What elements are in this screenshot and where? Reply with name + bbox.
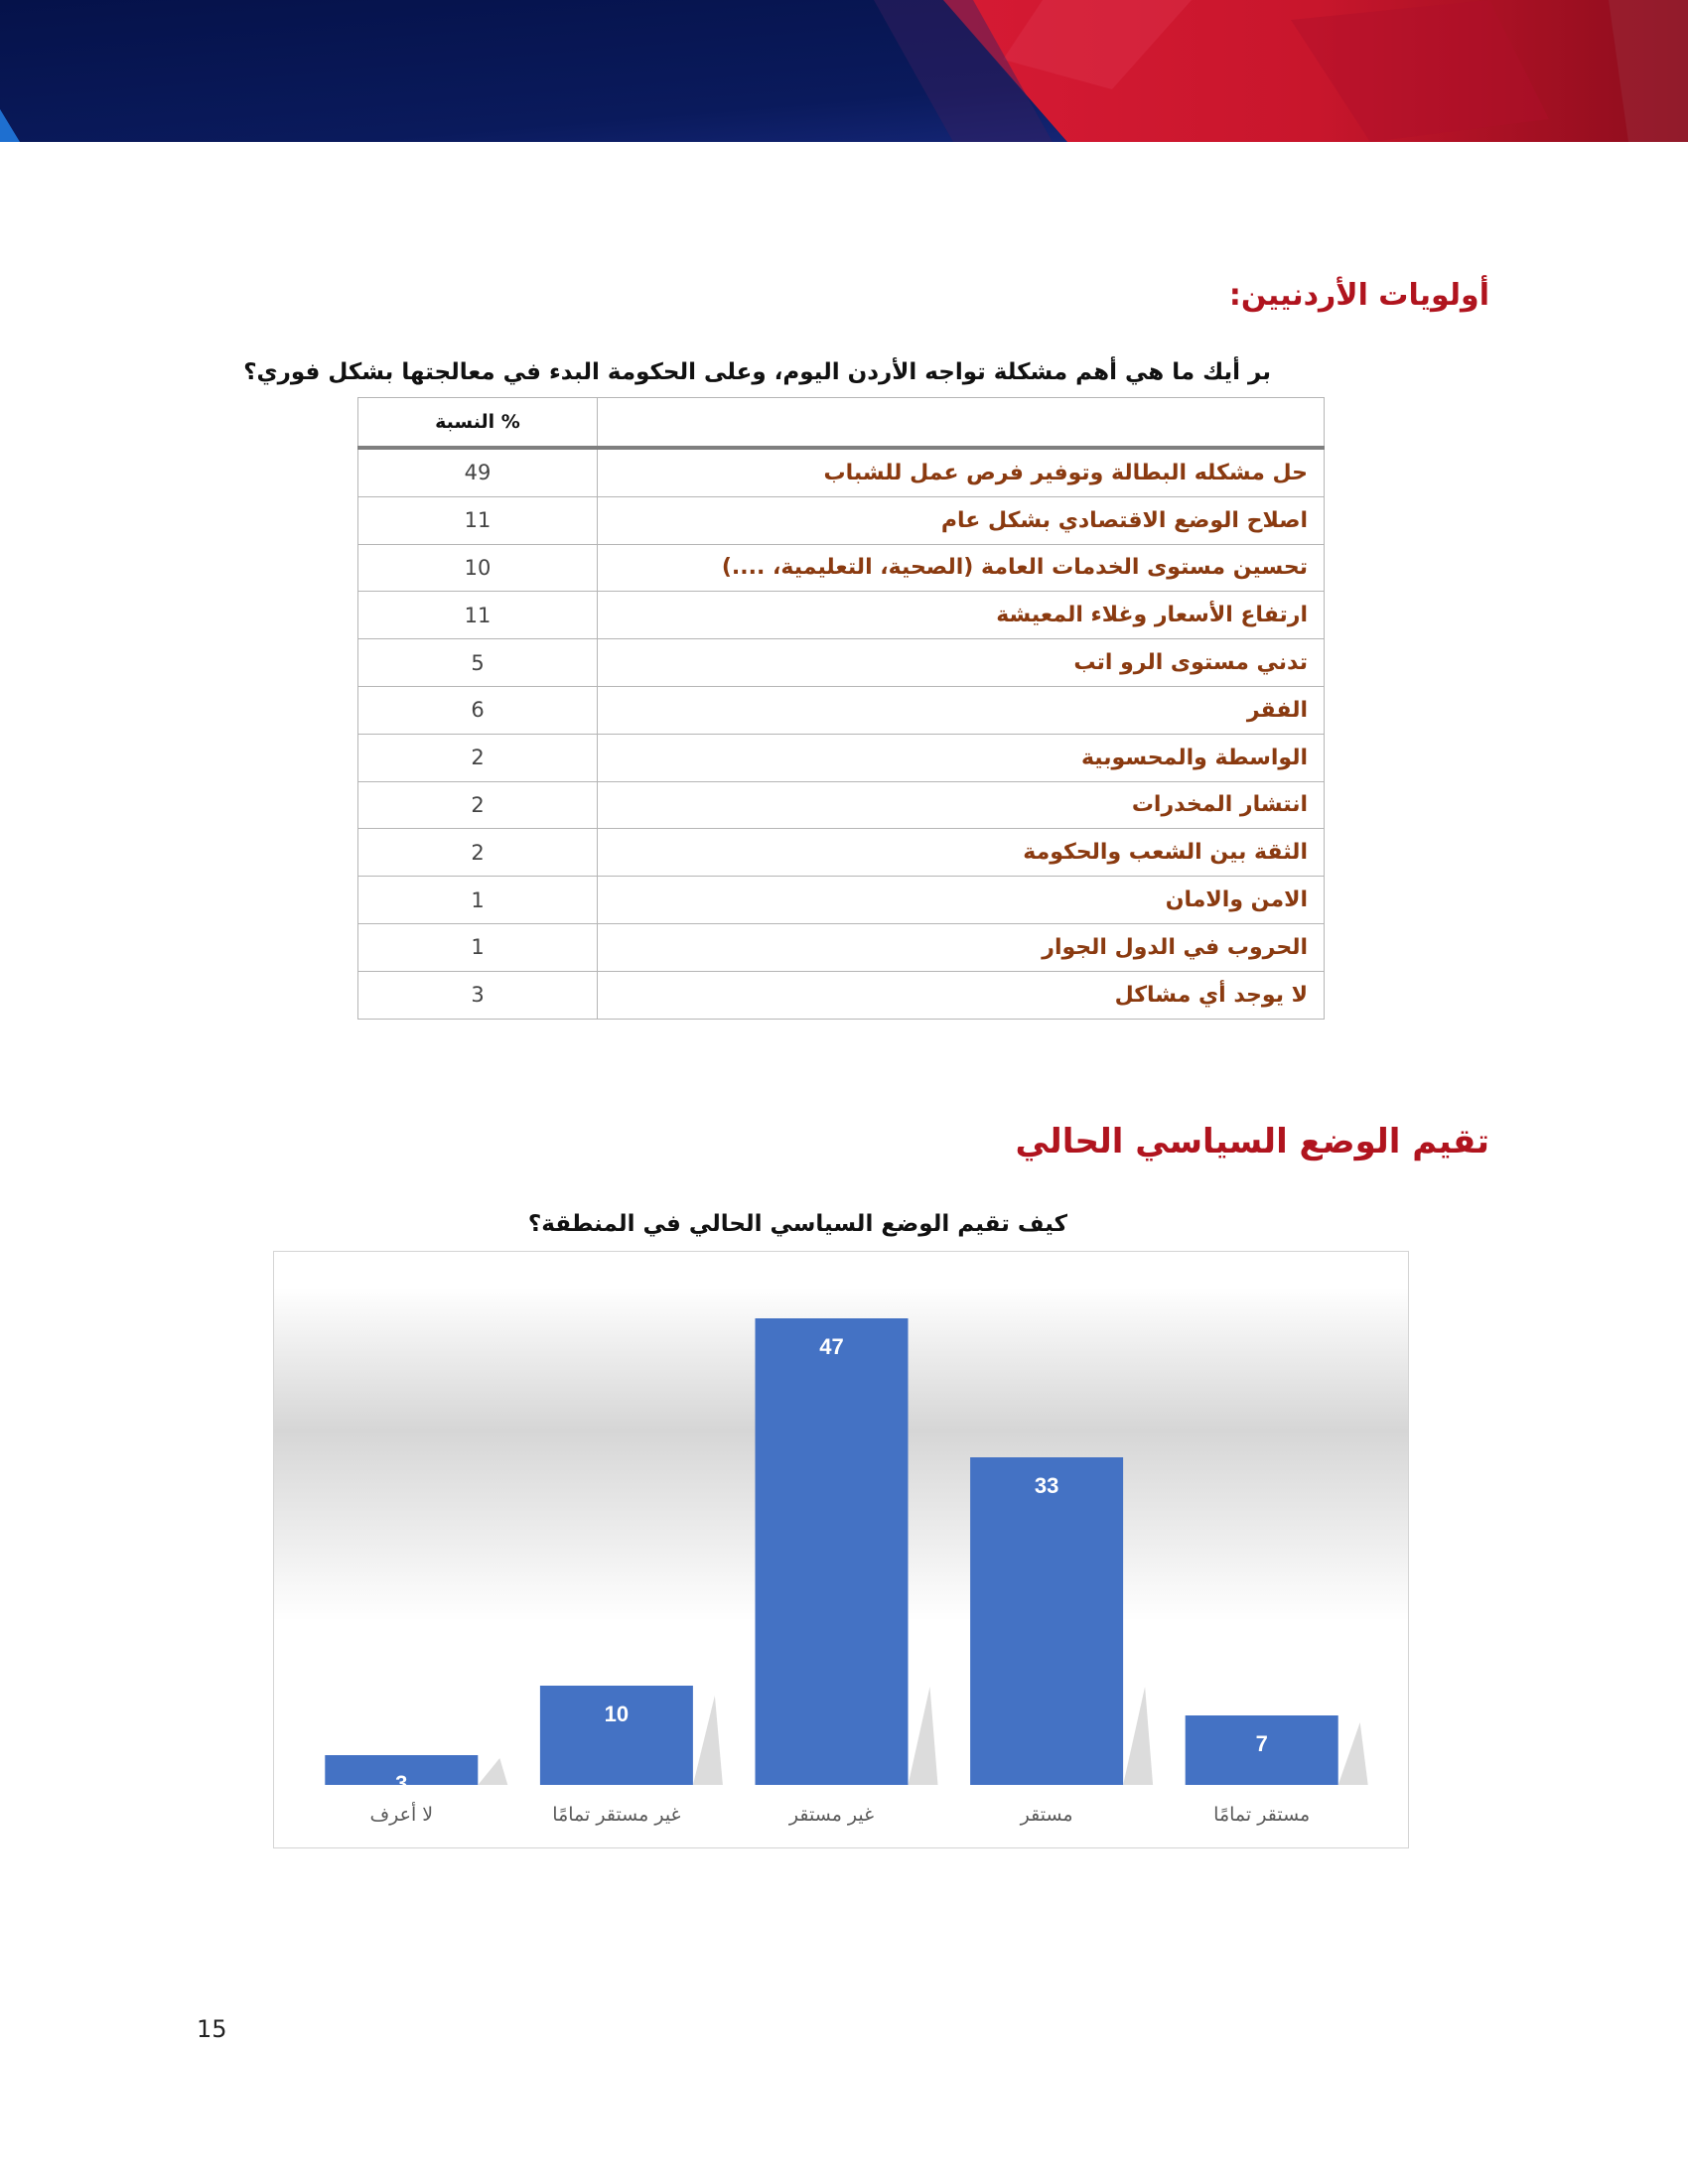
- row-value: 11: [358, 496, 598, 544]
- table-row: [358, 639, 1325, 687]
- row-value: 6: [358, 686, 598, 734]
- table-row: [358, 877, 1325, 924]
- row-value: 49: [358, 448, 598, 496]
- data-label: 33: [1034, 1473, 1059, 1498]
- category-label: لا أعرف: [369, 1804, 434, 1826]
- table-row: [358, 496, 1325, 544]
- bar: [540, 1686, 693, 1785]
- category-label: غير مستقر تمامًا: [552, 1804, 681, 1826]
- row-label: لا يوجد أي مشاكل: [598, 971, 1325, 1019]
- table-row: [358, 923, 1325, 971]
- row-value: 2: [358, 734, 598, 781]
- table-row: [358, 686, 1325, 734]
- section-heading-priorities: أولويات الأردنيين:: [1228, 278, 1489, 313]
- data-label: 10: [604, 1702, 630, 1726]
- category-label: غير مستقر: [788, 1804, 875, 1826]
- header-banner: [0, 0, 1688, 142]
- row-label: الفقر: [598, 686, 1325, 734]
- row-label: الحروب في الدول الجوار: [598, 923, 1325, 971]
- category-label: مستقر تمامًا: [1213, 1804, 1311, 1826]
- table-row: [358, 829, 1325, 877]
- row-label: حل مشكله البطالة وتوفير فرص عمل للشباب: [598, 448, 1325, 496]
- page-number: 15: [197, 2015, 227, 2043]
- row-value: 11: [358, 592, 598, 639]
- table-header-row: [358, 398, 1325, 449]
- row-label: ارتفاع الأسعار وغلاء المعيشة: [598, 592, 1325, 639]
- bar-shadow: [478, 1758, 507, 1785]
- data-label: 47: [819, 1334, 844, 1359]
- row-label: انتشار المخدرات: [598, 781, 1325, 829]
- priorities-table: [357, 397, 1325, 1020]
- row-label: تحسين مستوى الخدمات العامة (الصحية، التعليمية، ....): [598, 544, 1325, 592]
- bar-shadow: [693, 1696, 723, 1785]
- political-chart: [273, 1251, 1409, 1848]
- row-label: الامن والامان: [598, 877, 1325, 924]
- table-row: [358, 734, 1325, 781]
- table-question: بر أيك ما هي أهم مشكلة تواجه الأردن اليوم، وعلى الحكومة البدء في معالجتها بشكل فوري؟: [243, 359, 1271, 385]
- table-row: [358, 971, 1325, 1019]
- row-value: 3: [358, 971, 598, 1019]
- header-value: النسبة %: [358, 398, 598, 449]
- header-label: [598, 398, 1325, 449]
- chart-svg: [274, 1252, 1408, 1847]
- chart-title: كيف تقيم الوضع السياسي الحالي في المنطقة؟: [527, 1211, 1067, 1237]
- table-row: [358, 781, 1325, 829]
- bar-shadow: [909, 1687, 938, 1785]
- row-label: تدني مستوى الرو اتب: [598, 639, 1325, 687]
- table-row: [358, 592, 1325, 639]
- bar: [970, 1457, 1123, 1785]
- category-label: مستقر: [1020, 1804, 1073, 1826]
- bar-shadow: [1338, 1722, 1368, 1785]
- table-row: [358, 544, 1325, 592]
- row-label: الواسطة والمحسوبية: [598, 734, 1325, 781]
- row-value: 5: [358, 639, 598, 687]
- table-row: [358, 448, 1325, 496]
- row-value: 10: [358, 544, 598, 592]
- data-label: 7: [1255, 1731, 1268, 1756]
- row-value: 2: [358, 781, 598, 829]
- bar-shadow: [1123, 1687, 1153, 1785]
- row-value: 1: [358, 877, 598, 924]
- section-heading-political: تقيم الوضع السياسي الحالي: [1015, 1122, 1489, 1161]
- row-label: اصلاح الوضع الاقتصادي بشكل عام: [598, 496, 1325, 544]
- bar: [756, 1318, 909, 1785]
- data-label: 3: [395, 1771, 408, 1796]
- row-value: 1: [358, 923, 598, 971]
- row-label: الثقة بين الشعب والحكومة: [598, 829, 1325, 877]
- row-value: 2: [358, 829, 598, 877]
